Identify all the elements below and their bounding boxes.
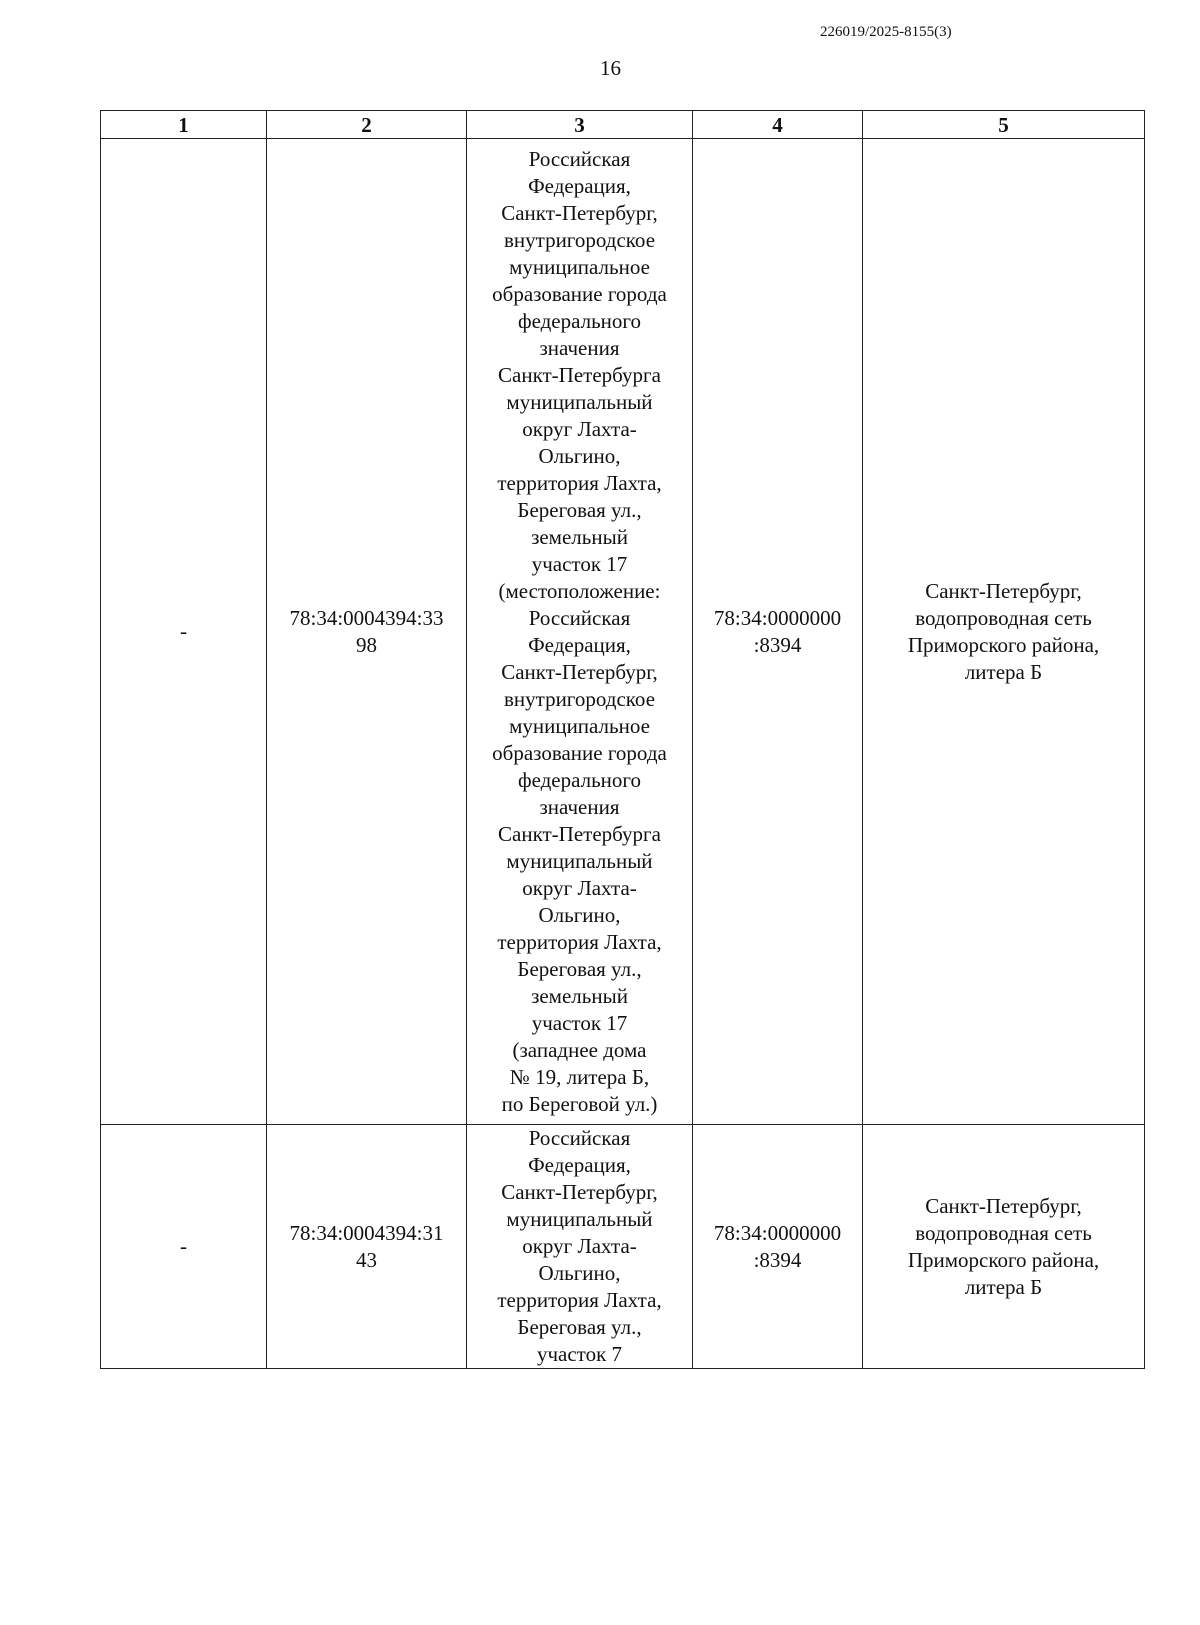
- column-header-5: 5: [863, 111, 1145, 139]
- row-number-cell: [101, 1125, 267, 1369]
- table-row: [101, 1125, 1145, 1369]
- structure-description-cell: [863, 139, 1145, 1125]
- column-header-4: 4: [693, 111, 863, 139]
- structure-description-cell: [863, 1125, 1145, 1369]
- row-number: -: [180, 619, 187, 643]
- address-text: Российская Федерация, Санкт-Петербург, муниципальный округ Лахта- Ольгино, территория Лахта, Береговая ул., участок 7: [497, 1126, 662, 1366]
- address-cell: [467, 139, 693, 1125]
- structure-number: 78:34:0000000 :8394: [713, 605, 842, 657]
- structure-number-cell: [693, 139, 863, 1125]
- address-text: Российская Федерация, Санкт-Петербург, внутригородское муниципальное образование города федерального значения Санкт-Петербурга муниципальный округ Лахта- Ольгино, территория Лахта, Береговая ул., земельный участок 17 (местоположение: Российская Федерация, Санкт-Петербург, внутригородское муниципальное образование города федерального значения Санкт-Петербурга муниципальный округ Лахта- Ольгино, территория Лахта, Береговая ул., земельный участок 17 (западнее дома № 19, литера Б, по Береговой ул.): [492, 146, 667, 1116]
- cadastral-number-cell: [267, 139, 467, 1125]
- table-header-row: [101, 111, 1145, 139]
- structure-description: Санкт-Петербург, водопроводная сеть Приморского района, литера Б: [907, 578, 1100, 684]
- cadastral-number: 78:34:0004394:31 43: [289, 1220, 444, 1272]
- cadastral-number-cell: [267, 1125, 467, 1369]
- table-row: [101, 139, 1145, 1125]
- row-number: -: [180, 1234, 187, 1258]
- register-table: [100, 110, 1145, 1369]
- structure-description: Санкт-Петербург, водопроводная сеть Приморского района, литера Б: [907, 1193, 1100, 1299]
- structure-number-cell: [693, 1125, 863, 1369]
- column-header-1: 1: [101, 111, 267, 139]
- document-number: 226019/2025-8155(3): [820, 24, 952, 40]
- column-header-2: 2: [267, 111, 467, 139]
- structure-number: 78:34:0000000 :8394: [713, 1220, 842, 1272]
- cadastral-number: 78:34:0004394:33 98: [289, 605, 444, 657]
- address-cell: [467, 1125, 693, 1369]
- row-number-cell: [101, 139, 267, 1125]
- column-header-3: 3: [467, 111, 693, 139]
- page-number: 16: [600, 56, 621, 80]
